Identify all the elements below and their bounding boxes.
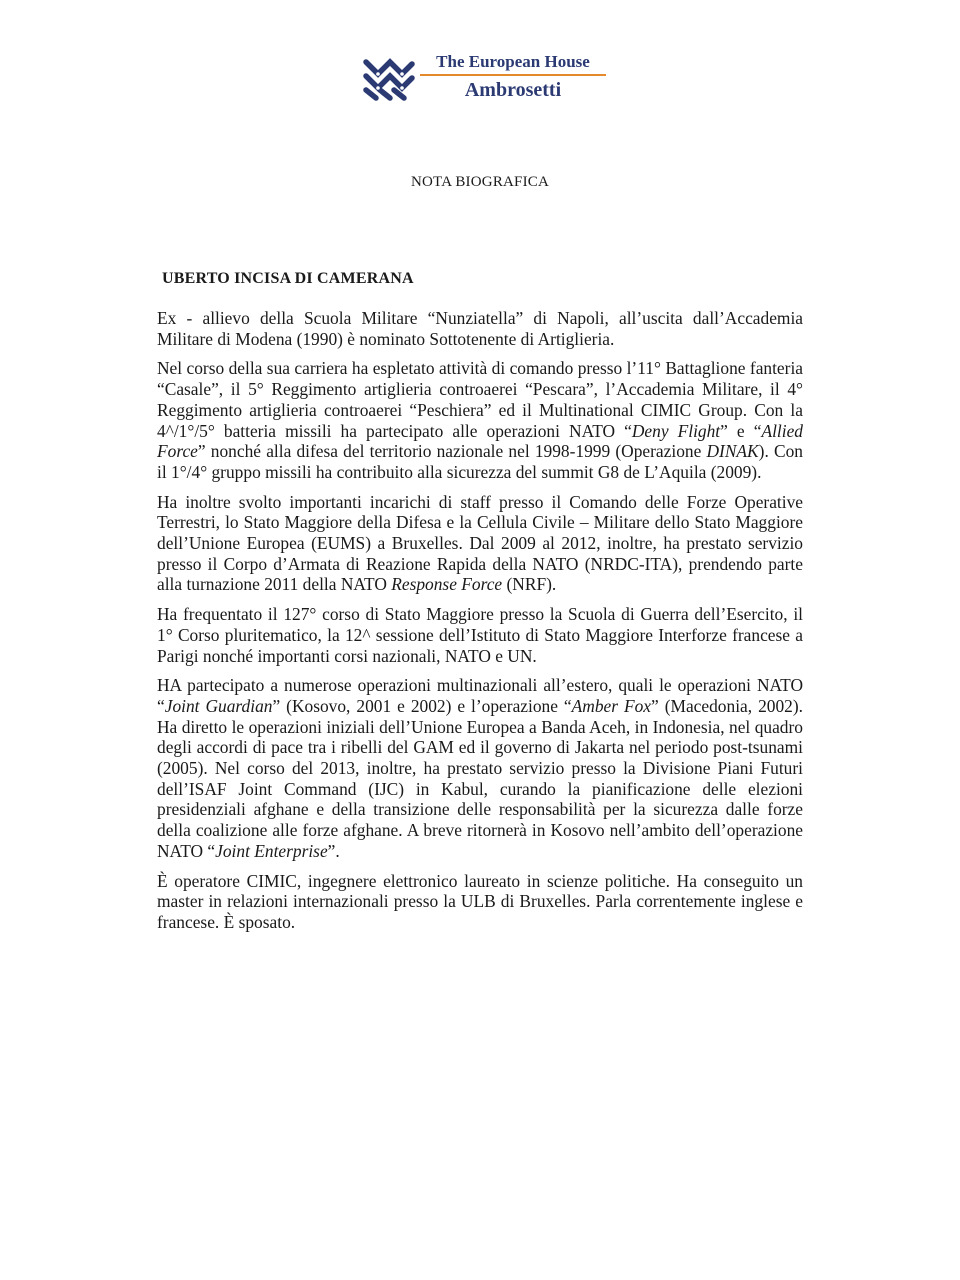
logo-wordmark — [420, 52, 606, 101]
italic-text: Joint Enterprise — [215, 840, 328, 861]
person-name: UBERTO INCISA DI CAMERANA — [162, 270, 414, 287]
bio-paragraph — [157, 492, 803, 596]
paragraph-text: ” (Macedonia, 2002). Ha diretto le operazioni iniziali dell’Unione Europea a Banda Aceh, in Indonesia, nel quadro degli accordi di pace tra i ribelli del GAM ed il governo di Jakarta nel periodo post-tsunami (2005). Nel corso del 2013, inoltre, ha prestato servizio presso la Divisione Piani Futuri dell’ISAF Joint Command (IJC) in Kabul, curando la pianificazione delle elezioni presidenziali afghane e della transizione delle responsabilità per la sicurezza dalle forze della coalizione alle forze afghane. A breve ritornerà in Kosovo nell’ambito dell’operazione NATO “ — [157, 695, 803, 861]
paragraph-text: ” (Kosovo, 2001 e 2002) e l’operazione “ — [272, 695, 572, 716]
bio-paragraph — [157, 604, 803, 666]
bio-paragraph — [157, 871, 803, 933]
paragraph-text: ” e “ — [720, 420, 762, 441]
logo-line-2: Ambrosetti — [464, 79, 562, 101]
ambrosetti-logo-icon — [360, 54, 416, 102]
paragraph-text: ”. — [327, 840, 340, 861]
italic-text: Deny Flight — [631, 420, 721, 441]
company-logo — [360, 52, 610, 104]
paragraph-text: Ha frequentato il 127° corso di Stato Maggiore presso la Scuola di Guerra dell’Esercito, il 1° Corso pluritematico, la 12^ sessione dell’Istituto di Stato Maggiore Interforze francese a Parigi nonché importanti corsi nazionali, NATO e UN. — [157, 604, 803, 666]
paragraph-text: HA partecipato a numerose operazioni multinazionali all’estero, quali le operazioni NATO “ — [157, 675, 803, 716]
italic-text: DINAK — [706, 441, 759, 462]
bio-paragraph — [157, 675, 803, 861]
italic-text: Allied Force — [157, 420, 803, 462]
italic-text: Response Force — [391, 574, 503, 595]
logo-divider — [420, 74, 606, 76]
paragraph-text: Ex - allievo della Scuola Militare “Nunziatella” di Napoli, all’uscita dall’Accademia Militare di Modena (1990) è nominato Sottotenente di Artiglieria. — [157, 308, 803, 349]
paragraph-text: ” nonché alla difesa del territorio nazionale nel 1998-1999 (Operazione — [197, 441, 707, 462]
paragraph-text: ). Con il 1°/4° gruppo missili ha contribuito alla sicurezza del summit G8 de L’Aquila (2009). — [157, 441, 803, 482]
paragraph-text: (NRF). — [502, 574, 557, 595]
bio-paragraph — [157, 308, 803, 349]
paragraph-text: È operatore CIMIC, ingegnere elettronico laureato in scienze politiche. Ha conseguito un master in relazioni internazionali presso la ULB di Bruxelles. Parla correntemente inglese e francese. È sposato. — [157, 870, 803, 932]
paragraph-text: Nel corso della sua carriera ha espletato attività di comando presso l’11° Battaglione fanteria “Casale”, il 5° Reggimento artiglieria controaerei “Pescara”, l’Accademia Militare, il 4° Reggimento artiglieria controaerei “Peschiera” ed il Multinational CIMIC Group. Con la 4^/1°/5° batteria missili ha partecipato alle operazioni NATO “ — [157, 358, 803, 441]
italic-text: Joint Guardian — [164, 695, 273, 716]
document-heading: NOTA BIOGRAFICA — [410, 174, 550, 190]
paragraph-text: Ha inoltre svolto importanti incarichi di staff presso il Comando delle Forze Operative Terrestri, lo Stato Maggiore della Difesa e la Cellula Civile – Militare dello Stato Maggiore dell’Unione Europea (EUMS) a Bruxelles. Dal 2009 al 2012, inoltre, ha prestato servizio presso il Corpo d’Armata di Reazione Rapida della NATO (NRDC-ITA), prendendo parte alla turnazione 2011 della NATO — [157, 491, 803, 595]
logo-line-1: The European House — [436, 52, 590, 71]
italic-text: Amber Fox — [571, 695, 652, 716]
bio-paragraph — [157, 358, 803, 482]
biography-body — [157, 308, 803, 942]
